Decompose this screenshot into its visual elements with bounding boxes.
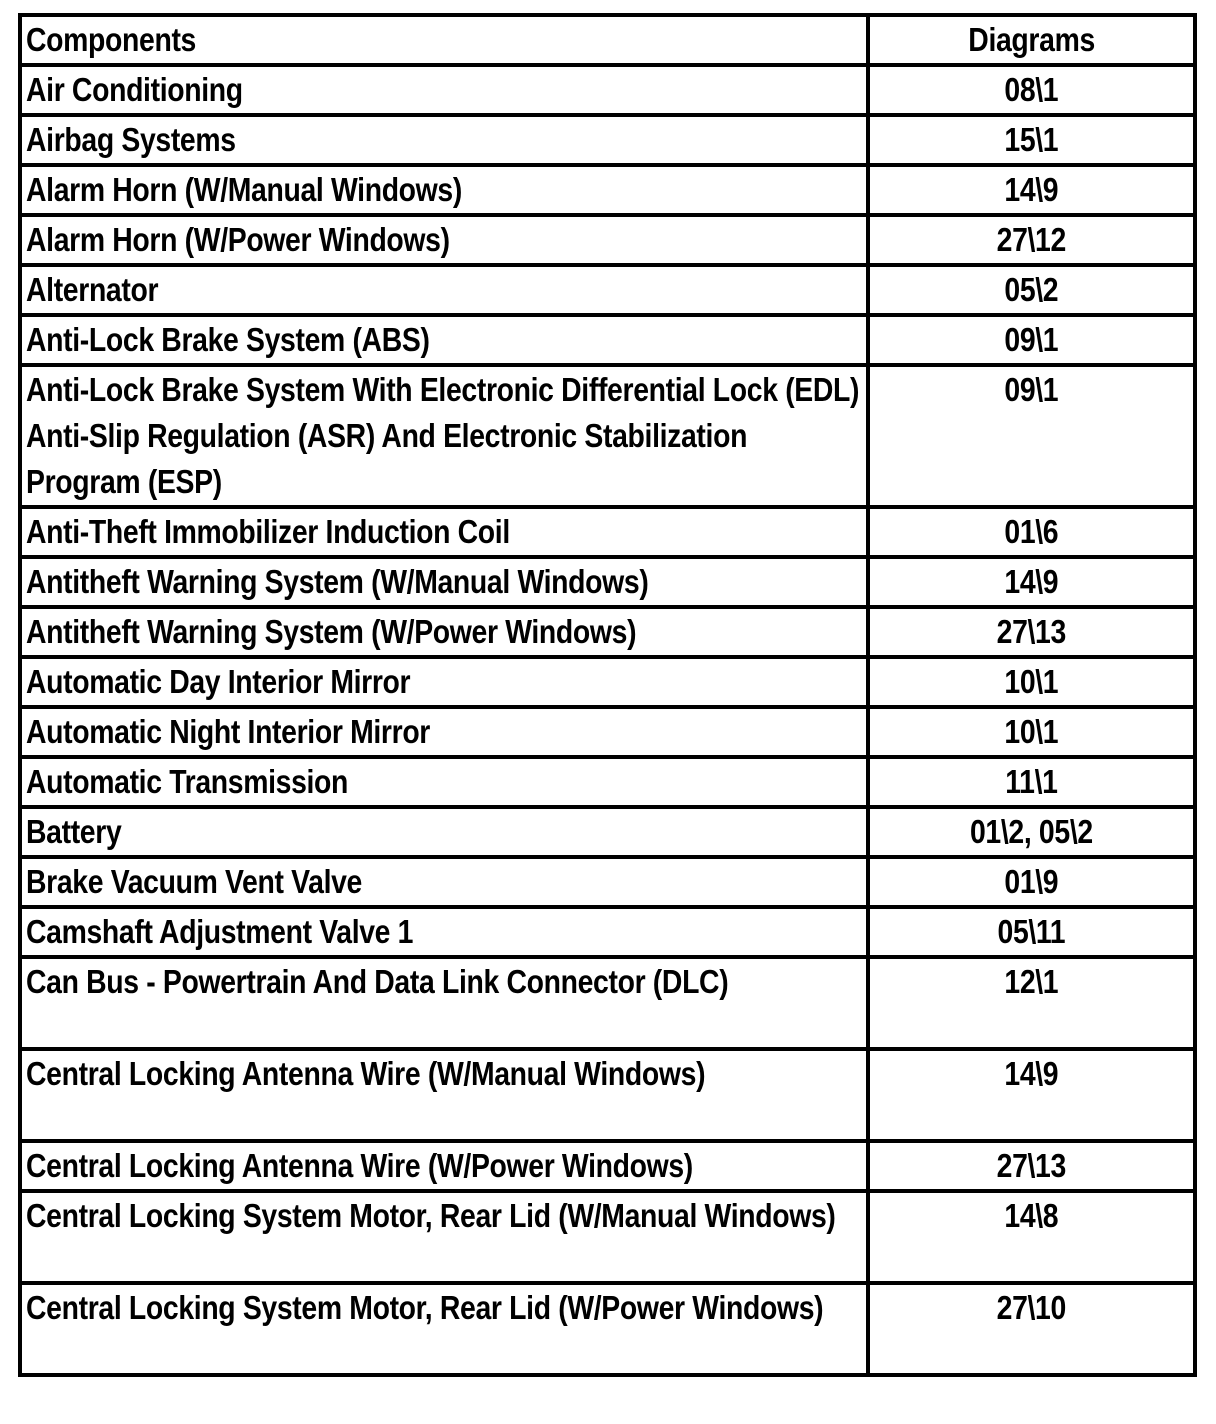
- component-cell: Camshaft Adjustment Valve 1: [20, 907, 868, 957]
- table-row: [20, 1191, 1195, 1283]
- component-cell: Alarm Horn (W/Manual Windows): [20, 165, 868, 215]
- diagram-cell: 27\10: [868, 1283, 1195, 1375]
- table-row: [20, 1141, 1195, 1191]
- diagram-cell: 27\13: [868, 1141, 1195, 1191]
- component-cell: Battery: [20, 807, 868, 857]
- diagram-cell: 12\1: [868, 957, 1195, 1049]
- diagram-cell: 27\12: [868, 215, 1195, 265]
- component-cell: Central Locking Antenna Wire (W/Manual Windows): [20, 1049, 868, 1141]
- table-row: [20, 1049, 1195, 1141]
- diagram-cell: 14\9: [868, 1049, 1195, 1141]
- table-row: [20, 807, 1195, 857]
- components-table: [18, 13, 1197, 1377]
- diagram-cell: 10\1: [868, 657, 1195, 707]
- table-row: [20, 65, 1195, 115]
- table-row: [20, 507, 1195, 557]
- table-row: [20, 907, 1195, 957]
- table-header-row: [20, 15, 1195, 65]
- component-cell: Air Conditioning: [20, 65, 868, 115]
- diagram-cell: 27\13: [868, 607, 1195, 657]
- diagram-cell: 14\9: [868, 557, 1195, 607]
- diagram-cell: 05\2: [868, 265, 1195, 315]
- component-cell: Anti-Theft Immobilizer Induction Coil: [20, 507, 868, 557]
- table-row: [20, 957, 1195, 1049]
- component-cell: Antitheft Warning System (W/Power Windows): [20, 607, 868, 657]
- diagram-cell: 01\6: [868, 507, 1195, 557]
- diagram-cell: 14\9: [868, 165, 1195, 215]
- diagram-cell: 09\1: [868, 365, 1195, 507]
- component-cell: Automatic Day Interior Mirror: [20, 657, 868, 707]
- component-cell: Anti-Lock Brake System With Electronic Differential Lock (EDL) Anti-Slip Regulation (ASR) And Electronic Stabilization Program (ESP): [20, 365, 868, 507]
- component-cell: Airbag Systems: [20, 115, 868, 165]
- table-row: [20, 607, 1195, 657]
- table-row: [20, 1283, 1195, 1375]
- header-diagrams: Diagrams: [868, 15, 1195, 65]
- diagram-cell: 11\1: [868, 757, 1195, 807]
- component-cell: Central Locking Antenna Wire (W/Power Windows): [20, 1141, 868, 1191]
- table-row: [20, 115, 1195, 165]
- table-row: [20, 215, 1195, 265]
- component-cell: Central Locking System Motor, Rear Lid (W/Manual Windows): [20, 1191, 868, 1283]
- table-row: [20, 315, 1195, 365]
- diagram-cell: 10\1: [868, 707, 1195, 757]
- diagram-cell: 15\1: [868, 115, 1195, 165]
- component-cell: Central Locking System Motor, Rear Lid (W/Power Windows): [20, 1283, 868, 1375]
- table-row: [20, 857, 1195, 907]
- diagram-cell: 08\1: [868, 65, 1195, 115]
- diagram-cell: 09\1: [868, 315, 1195, 365]
- table-row: [20, 165, 1195, 215]
- header-components: Components: [20, 15, 868, 65]
- component-cell: Alternator: [20, 265, 868, 315]
- diagram-cell: 01\9: [868, 857, 1195, 907]
- component-cell: Alarm Horn (W/Power Windows): [20, 215, 868, 265]
- table-row: [20, 265, 1195, 315]
- table-row: [20, 757, 1195, 807]
- components-diagrams-sheet: [18, 13, 1193, 1377]
- table-row: [20, 657, 1195, 707]
- diagram-cell: 05\11: [868, 907, 1195, 957]
- table-row: [20, 365, 1195, 507]
- component-cell: Antitheft Warning System (W/Manual Windows): [20, 557, 868, 607]
- component-cell: Brake Vacuum Vent Valve: [20, 857, 868, 907]
- component-cell: Automatic Night Interior Mirror: [20, 707, 868, 757]
- component-cell: Automatic Transmission: [20, 757, 868, 807]
- component-cell: Anti-Lock Brake System (ABS): [20, 315, 868, 365]
- diagram-cell: 01\2, 05\2: [868, 807, 1195, 857]
- component-cell: Can Bus - Powertrain And Data Link Connector (DLC): [20, 957, 868, 1049]
- table-row: [20, 707, 1195, 757]
- table-row: [20, 557, 1195, 607]
- diagram-cell: 14\8: [868, 1191, 1195, 1283]
